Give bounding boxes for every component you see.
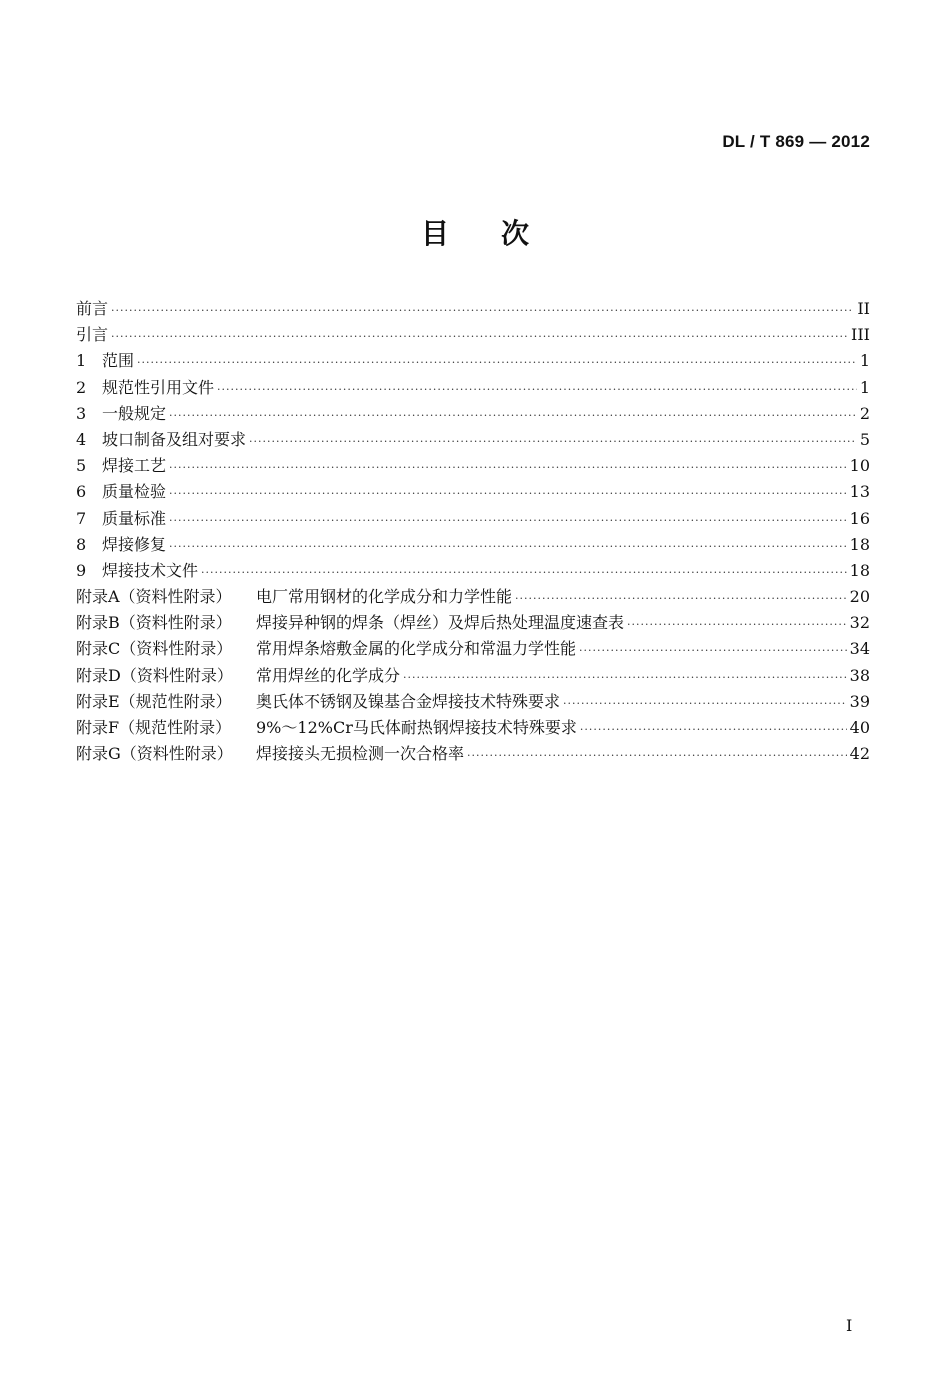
table-of-contents <box>76 296 870 767</box>
toc-entry-label: 坡口制备及组对要求 <box>102 429 247 449</box>
toc-entry-label: 质量标准 <box>102 508 167 528</box>
toc-entry-appendix-id: 附录E（规范性附录） <box>76 691 232 711</box>
toc-entry-page: 20 <box>849 587 870 607</box>
toc-entry-introduction[interactable] <box>76 322 870 348</box>
dot-leader <box>580 723 847 736</box>
toc-entry-label: 奥氏体不锈钢及镍基合金焊接技术特殊要求 <box>256 691 561 711</box>
toc-entry-number: 3 <box>76 403 87 423</box>
toc-title-char-2: 次 <box>501 217 530 250</box>
toc-entry-page: 42 <box>849 744 870 764</box>
toc-title <box>0 212 950 252</box>
toc-entry-label: 9%～12%Cr马氏体耐热钢焊接技术特殊要求 <box>256 718 577 737</box>
dot-leader <box>111 330 848 343</box>
toc-entry-page: 2 <box>859 403 870 423</box>
toc-entry-page: 5 <box>859 429 870 449</box>
toc-entry-appendix-b[interactable] <box>76 610 870 636</box>
dot-leader <box>201 566 847 579</box>
toc-entry-label: 焊接修复 <box>102 534 167 554</box>
toc-entry-appendix-a[interactable] <box>76 584 870 610</box>
toc-entry-label: 质量检验 <box>102 482 167 502</box>
toc-entry-label: 范围 <box>102 351 135 371</box>
toc-entry-number: 4 <box>76 429 87 449</box>
toc-entry-page: 16 <box>849 508 870 528</box>
toc-entry-appendix-d[interactable] <box>76 663 870 689</box>
toc-entry-appendix-id: 附录B（资料性附录） <box>76 613 232 633</box>
toc-entry-page: 13 <box>849 482 870 502</box>
toc-entry-label: 一般规定 <box>102 403 167 423</box>
toc-entry-appendix-id: 附录C（资料性附录） <box>76 639 233 659</box>
toc-entry-page: 1 <box>859 377 870 397</box>
toc-entry-label: 引言 <box>76 325 109 345</box>
toc-entry-appendix-id: 附录D（资料性附录） <box>76 665 233 685</box>
dot-leader <box>467 749 847 762</box>
dot-leader <box>169 487 847 500</box>
dot-leader <box>169 514 847 527</box>
dot-leader <box>111 304 854 317</box>
toc-entry-label: 电厂常用钢材的化学成分和力学性能 <box>256 587 513 607</box>
toc-entry-label: 焊接接头无损检测一次合格率 <box>256 744 465 764</box>
toc-title-char-1: 目 <box>420 217 449 250</box>
dot-leader <box>627 618 847 631</box>
toc-entry-label: 常用焊丝的化学成分 <box>256 665 401 685</box>
toc-entry-page: 18 <box>849 534 870 554</box>
toc-entry-label: 规范性引用文件 <box>102 377 215 397</box>
dot-leader <box>403 671 847 684</box>
dot-leader <box>169 409 857 422</box>
toc-entry-section-1[interactable] <box>76 348 870 374</box>
toc-entry-page: 10 <box>849 456 870 476</box>
toc-entry-page: 18 <box>849 560 870 580</box>
toc-entry-appendix-e[interactable] <box>76 689 870 715</box>
toc-entry-section-5[interactable] <box>76 453 870 479</box>
toc-entry-page: II <box>857 299 870 318</box>
toc-entry-page: 40 <box>849 718 870 737</box>
standard-code: DL / T 869 — 2012 <box>722 132 870 151</box>
dot-leader <box>137 356 857 369</box>
toc-entry-section-8[interactable] <box>76 532 870 558</box>
toc-entry-page: 1 <box>859 351 870 371</box>
dot-leader <box>169 461 847 474</box>
toc-entry-number: 5 <box>76 456 87 476</box>
toc-entry-number: 2 <box>76 377 87 397</box>
toc-entry-appendix-c[interactable] <box>76 636 870 662</box>
toc-entry-appendix-id: 附录A（资料性附录） <box>76 587 232 607</box>
dot-leader <box>579 644 847 657</box>
toc-entry-preface[interactable] <box>76 296 870 322</box>
dot-leader <box>217 383 857 396</box>
dot-leader <box>515 592 847 605</box>
toc-entry-page: III <box>851 325 870 345</box>
toc-entry-number: 8 <box>76 534 87 554</box>
toc-entry-number: 7 <box>76 508 87 528</box>
toc-entry-number: 6 <box>76 482 87 502</box>
toc-entry-number: 1 <box>76 351 87 371</box>
dot-leader <box>563 697 847 710</box>
toc-entry-page: 39 <box>849 691 870 711</box>
toc-entry-appendix-g[interactable] <box>76 741 870 767</box>
toc-entry-section-3[interactable] <box>76 401 870 427</box>
page-number: I <box>846 1316 853 1335</box>
dot-leader <box>169 540 847 553</box>
toc-entry-section-7[interactable] <box>76 506 870 532</box>
toc-entry-label: 常用焊条熔敷金属的化学成分和常温力学性能 <box>256 639 577 659</box>
toc-entry-number: 9 <box>76 560 87 580</box>
toc-entry-label: 焊接技术文件 <box>102 560 199 580</box>
toc-entry-appendix-f[interactable] <box>76 715 870 741</box>
dot-leader <box>249 435 857 448</box>
toc-entry-section-9[interactable] <box>76 558 870 584</box>
toc-entry-section-6[interactable] <box>76 479 870 505</box>
toc-entry-appendix-id: 附录F（规范性附录） <box>76 718 232 737</box>
toc-entry-page: 34 <box>849 639 870 659</box>
toc-entry-page: 38 <box>849 665 870 685</box>
toc-entry-label: 焊接异种钢的焊条（焊丝）及焊后热处理温度速查表 <box>256 613 625 633</box>
toc-entry-page: 32 <box>849 613 870 633</box>
toc-entry-appendix-id: 附录G（资料性附录） <box>76 744 233 764</box>
toc-entry-section-4[interactable] <box>76 427 870 453</box>
toc-entry-label: 焊接工艺 <box>102 456 167 476</box>
toc-entry-section-2[interactable] <box>76 375 870 401</box>
toc-entry-label: 前言 <box>76 299 109 318</box>
